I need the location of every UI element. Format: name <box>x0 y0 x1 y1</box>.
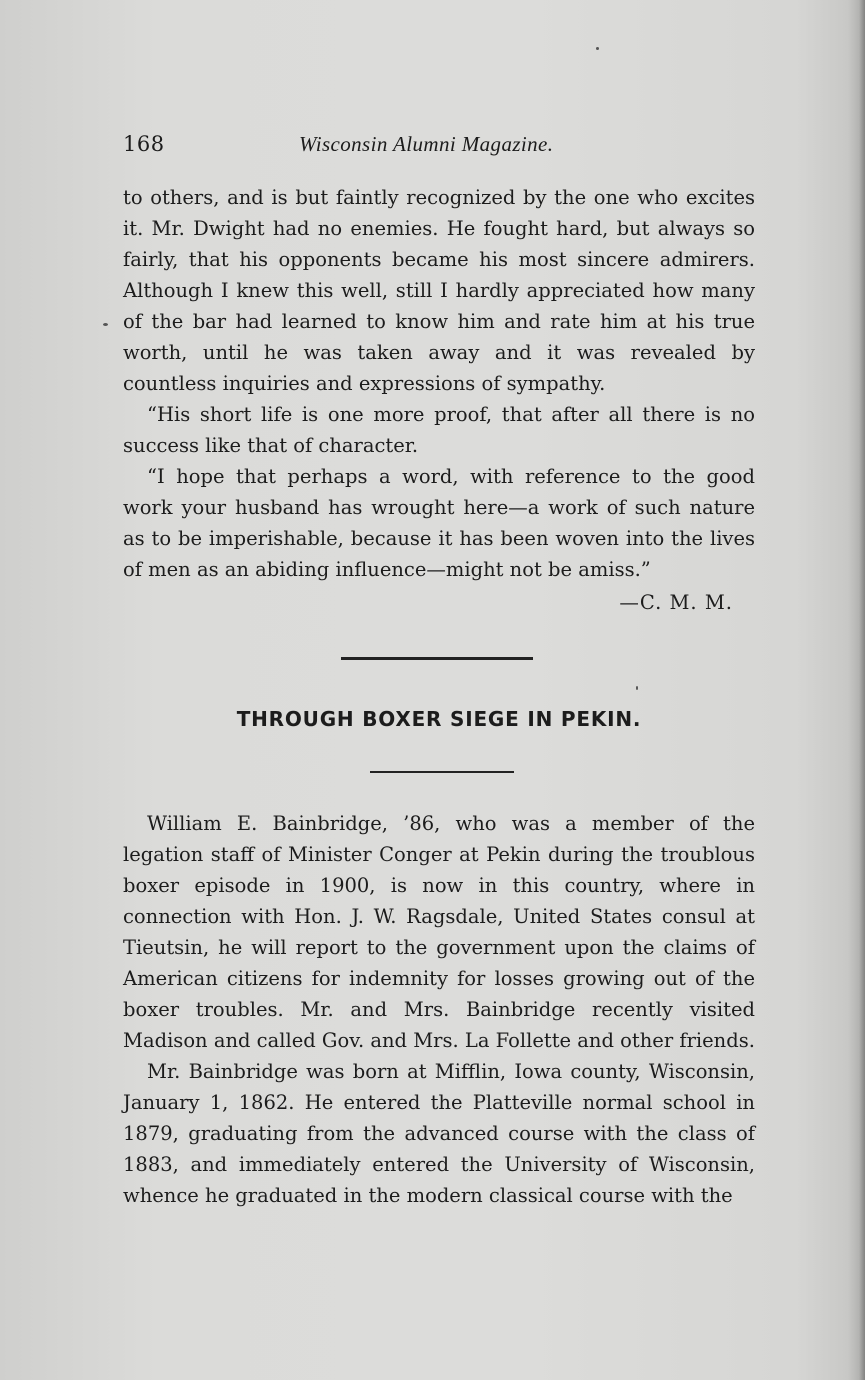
paragraph: to others, and is but faintly recognized by the one who excites it. Mr. Dwight had no enemies. He fought hard, but always so fairly, that his opponents became his most sincere admirers. Although I knew this well, still I hardly appreciated how many of the bar had learned to know him and rate him at his true worth, until he was taken away and it was revealed by countless inquiries and expressions of sympathy. <box>123 186 755 395</box>
paragraph: William E. Bainbridge, ’86, who was a member of the legation staff of Minister Conger at Pekin during the troublous boxer episode in 1900, is now in this country, where in connection with Hon. J. W. Ragsdale, United States consul at Tieutsin, he will report to the government upon the claims of American citizens for indemnity for losses growing out of the boxer troubles. Mr. and Mrs. Bainbridge recently visited Madison and called Gov. and Mrs. La Follette and other friends. <box>123 812 755 1052</box>
signature: —C. M. M. <box>619 591 733 614</box>
dust-speck <box>103 323 108 326</box>
continued-letter <box>123 182 755 585</box>
page-header <box>123 132 743 162</box>
paragraph: “I hope that perhaps a word, with reference to the good work your husband has wrought here—a work of such nature as to be imperishable, because it has been woven into the lives of men as an abiding influence—might not be amiss.” <box>123 465 755 581</box>
paragraph: “His short life is one more proof, that after all there is no success like that of character. <box>123 403 755 457</box>
dust-speck <box>596 47 599 50</box>
section-divider-short <box>370 771 514 773</box>
section-divider-long <box>341 657 533 660</box>
dust-speck <box>636 686 638 690</box>
section-heading: THROUGH BOXER SIEGE IN PEKIN. <box>236 707 642 731</box>
page-edge-shadow <box>859 0 865 1380</box>
page-number: 168 <box>123 132 165 156</box>
running-title: Wisconsin Alumni Magazine. <box>299 132 554 156</box>
article-body <box>123 808 755 1211</box>
paragraph: Mr. Bainbridge was born at Mifflin, Iowa county, Wisconsin, January 1, 1862. He entered the Platteville normal school in 1879, graduating from the advanced course with the class of 1883, and immediately entered the University of Wisconsin, whence he graduated in the modern classical course with the <box>123 1060 755 1207</box>
